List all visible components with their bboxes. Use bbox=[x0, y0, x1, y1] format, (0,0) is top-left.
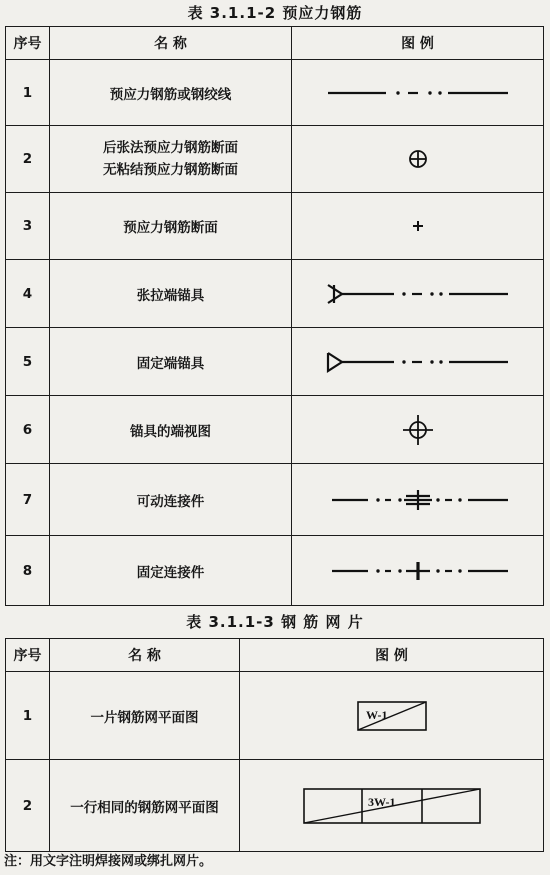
crosshair-circle-icon bbox=[400, 412, 436, 448]
row-legend bbox=[292, 464, 544, 536]
row-index: 2 bbox=[6, 760, 50, 852]
table-row bbox=[6, 328, 544, 396]
table-row bbox=[6, 464, 544, 536]
row-name: 一片钢筋网平面图 bbox=[50, 672, 240, 760]
table2-caption: 表 3.1.1-3 钢 筋 网 片 bbox=[186, 613, 364, 631]
table1-caption: 表 3.1.1-2 预应力钢筋 bbox=[187, 4, 363, 22]
table-header-row bbox=[6, 27, 544, 60]
row-index: 6 bbox=[6, 396, 50, 464]
row-index: 1 bbox=[6, 60, 50, 126]
fixed-anchor-icon bbox=[318, 349, 518, 375]
table-row bbox=[6, 760, 544, 852]
row-legend bbox=[292, 536, 544, 606]
tension-anchor-icon bbox=[318, 281, 518, 307]
table-row bbox=[6, 260, 544, 328]
row-index: 5 bbox=[6, 328, 50, 396]
col-name-header: 名 称 bbox=[50, 27, 292, 60]
row-index: 3 bbox=[6, 193, 50, 260]
row-name-line: 无粘结预应力钢筋断面 bbox=[103, 162, 238, 178]
col-legend-header: 图 例 bbox=[240, 639, 544, 672]
table-row bbox=[6, 126, 544, 193]
row-index: 1 bbox=[6, 672, 50, 760]
circle-cross-icon bbox=[403, 144, 433, 174]
row-legend bbox=[292, 396, 544, 464]
mesh-row-icon bbox=[302, 786, 482, 826]
movable-connector-icon bbox=[318, 485, 518, 515]
small-plus-icon bbox=[408, 216, 428, 236]
prestressed-rebar-table bbox=[5, 26, 544, 606]
row-name-line: 后张法预应力钢筋断面 bbox=[103, 140, 238, 156]
table-row bbox=[6, 60, 544, 126]
row-name bbox=[50, 126, 292, 193]
row-legend bbox=[292, 60, 544, 126]
row-name: 固定连接件 bbox=[50, 536, 292, 606]
row-name: 张拉端锚具 bbox=[50, 260, 292, 328]
row-legend bbox=[292, 126, 544, 193]
row-index: 8 bbox=[6, 536, 50, 606]
row-name: 预应力钢筋或钢绞线 bbox=[50, 60, 292, 126]
col-legend-header: 图 例 bbox=[292, 27, 544, 60]
prestressed-line-icon bbox=[318, 83, 518, 103]
row-name: 一行相同的钢筋网平面图 bbox=[50, 760, 240, 852]
row-legend bbox=[292, 260, 544, 328]
col-index-header: 序号 bbox=[6, 639, 50, 672]
table-row bbox=[6, 193, 544, 260]
row-name: 锚具的端视图 bbox=[50, 396, 292, 464]
row-legend bbox=[292, 193, 544, 260]
row-legend bbox=[240, 760, 544, 852]
col-index-header: 序号 bbox=[6, 27, 50, 60]
row-name: 固定端锚具 bbox=[50, 328, 292, 396]
table-row bbox=[6, 396, 544, 464]
row-index: 7 bbox=[6, 464, 50, 536]
rebar-mesh-table bbox=[5, 638, 544, 852]
row-index: 4 bbox=[6, 260, 50, 328]
row-name: 预应力钢筋断面 bbox=[50, 193, 292, 260]
footnote: 注：用文字注明焊接网或绑扎网片。 bbox=[4, 854, 213, 869]
mesh-single-icon bbox=[356, 700, 428, 732]
row-legend bbox=[292, 328, 544, 396]
fixed-connector-icon bbox=[318, 556, 518, 586]
mesh-label: 3W-1 bbox=[367, 794, 396, 809]
row-legend bbox=[240, 672, 544, 760]
table-row bbox=[6, 536, 544, 606]
table-row bbox=[6, 672, 544, 760]
table-header-row bbox=[6, 639, 544, 672]
mesh-label: W-1 bbox=[365, 707, 388, 722]
col-name-header: 名 称 bbox=[50, 639, 240, 672]
row-index: 2 bbox=[6, 126, 50, 193]
row-name: 可动连接件 bbox=[50, 464, 292, 536]
